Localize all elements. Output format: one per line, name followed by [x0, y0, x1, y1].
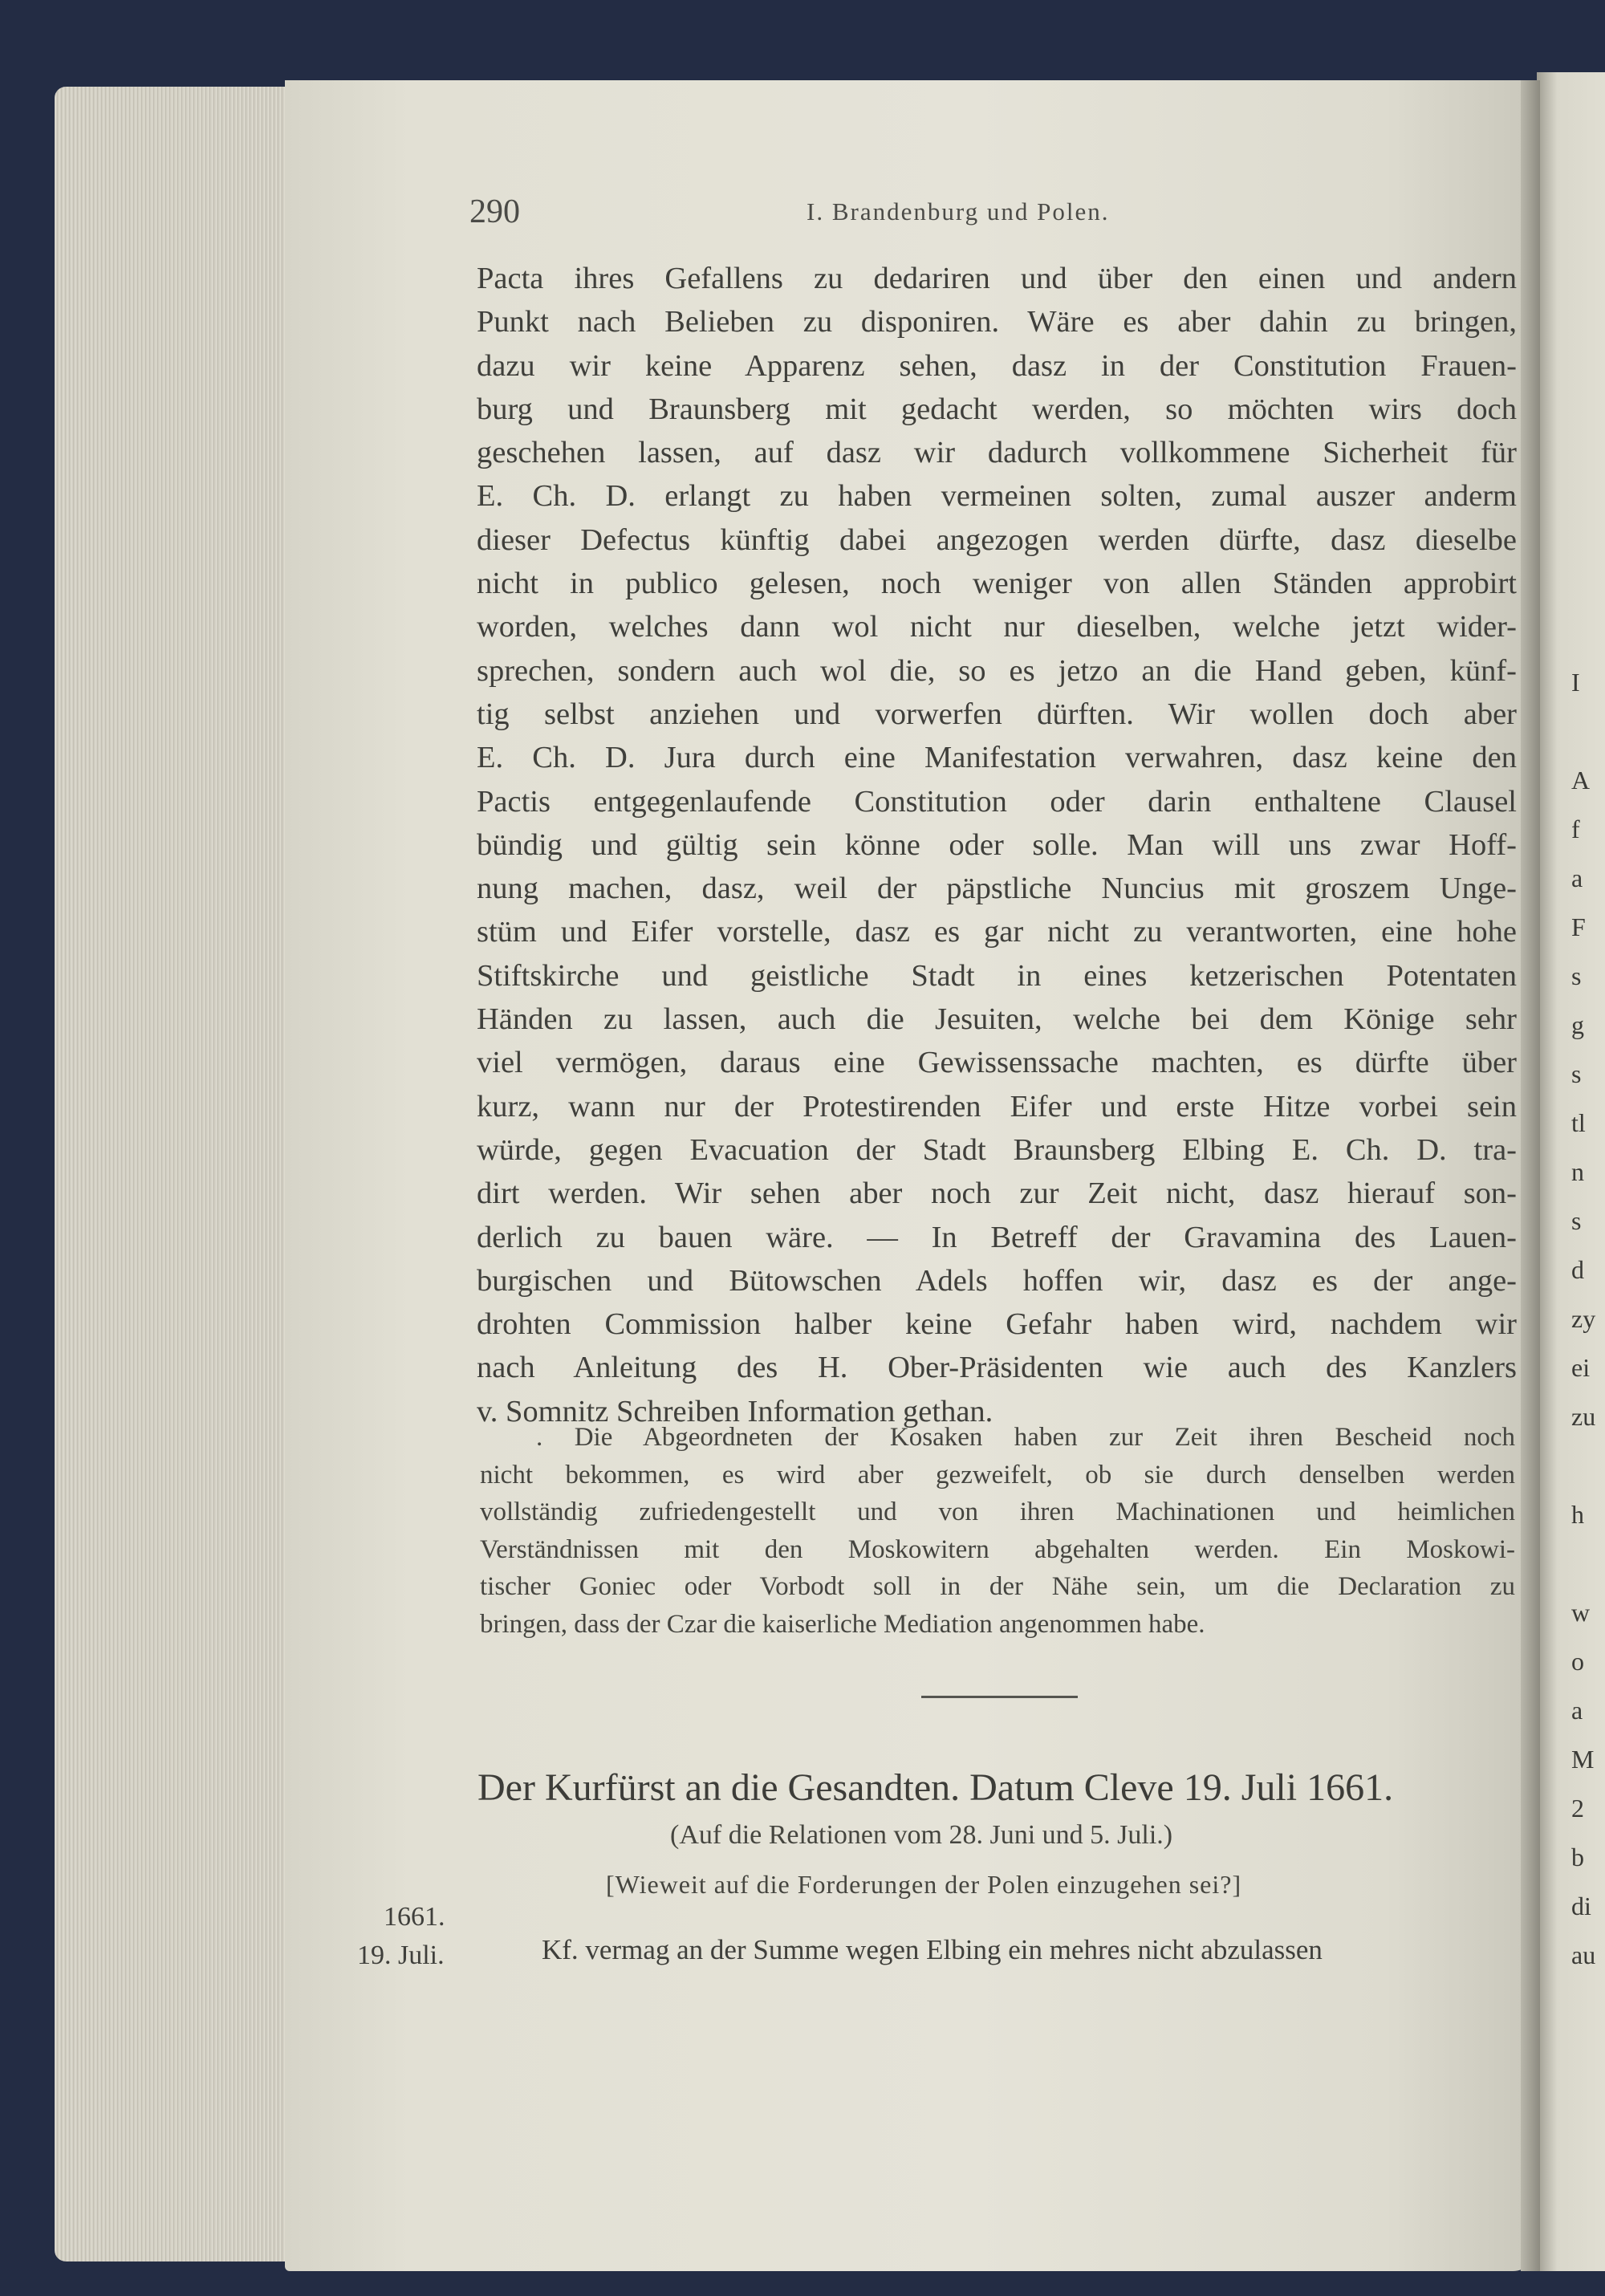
text-line: E. Ch. D. erlangt zu haben vermeinen solten, zumal auszer anderm — [477, 479, 1517, 514]
text-line: derlich zu bauen wäre. — In Betreff der Gravamina des Lauen- — [477, 1220, 1517, 1254]
next-page-fragment: a — [1571, 864, 1583, 892]
next-page-fragment: w — [1571, 1598, 1591, 1627]
next-page-fragment: au — [1571, 1940, 1596, 1969]
next-page-fragment: di — [1571, 1892, 1591, 1920]
text-line: Händen zu lassen, auch die Jesuiten, welche bei dem Könige sehr — [477, 1002, 1517, 1037]
text-line: nicht in publico gelesen, noch weniger von allen Ständen approbirt — [477, 567, 1517, 601]
running-title: I. Brandenburg und Polen. — [807, 197, 1110, 226]
next-page-fragment — [1571, 1441, 1605, 1490]
section-title: Der Kurfürst an die Gesandten. Datum Cleve 19. Juli 1661. — [477, 1766, 1394, 1809]
text-line: Pactis entgegenlaufende Constitution oder darin enthaltene Clausel — [477, 784, 1517, 819]
note-line: . Die Abgeordneten der Kosaken haben zur Zeit ihren Bescheid noch — [536, 1423, 1515, 1452]
margin-year: 1661. — [384, 1902, 445, 1932]
next-page-fragment: M — [1571, 1745, 1595, 1774]
next-page-fragment — [1571, 707, 1605, 756]
note-line: bringen, dass der Czar die kaiserliche Mediation angenommen habe. — [480, 1609, 1205, 1639]
next-page-fragment: n — [1571, 1157, 1584, 1186]
text-line: worden, welches dann wol nicht nur dieselben, welche jetzt wider- — [477, 610, 1517, 644]
next-page-fragment: s — [1571, 961, 1582, 990]
next-page-fragment: f — [1571, 815, 1580, 843]
next-page-fragment: A — [1571, 766, 1591, 794]
next-page-fragment: d — [1571, 1255, 1584, 1284]
next-page-fragment: a — [1571, 1696, 1583, 1725]
text-line: dirt werden. Wir sehen aber noch zur Zeit nicht, dasz hierauf son- — [477, 1176, 1517, 1211]
section-summary: [Wieweit auf die Forderungen der Polen einzugehen sei?] — [606, 1870, 1242, 1899]
text-line: viel vermögen, daraus eine Gewissenssache machten, es dürfte über — [477, 1046, 1517, 1080]
note-line: Verständnissen mit den Moskowitern abgehalten werden. Ein Moskowi- — [480, 1534, 1515, 1564]
text-line: würde, gegen Evacuation der Stadt Braunsberg Elbing E. Ch. D. tra- — [477, 1132, 1517, 1167]
text-line: Stiftskirche und geistliche Stadt in eines ketzerischen Potentaten — [477, 958, 1517, 993]
next-page-fragment: zu — [1571, 1402, 1596, 1431]
next-page-fragment: b — [1571, 1843, 1584, 1871]
text-line: dazu wir keine Apparenz sehen, dasz in der Constitution Frauen- — [477, 348, 1517, 383]
section-divider — [921, 1696, 1078, 1698]
next-page-text-fragments — [1571, 658, 1605, 1980]
text-line: E. Ch. D. Jura durch eine Manifestation verwahren, dasz keine den — [477, 741, 1517, 775]
next-page-fragment: o — [1571, 1647, 1584, 1676]
text-line: nung machen, dasz, weil der päpstliche Nuncius mit groszem Unge- — [477, 872, 1517, 906]
note-line: tischer Goniec oder Vorbodt soll in der Nähe sein, um die Declaration zu — [480, 1572, 1515, 1601]
summary-note-block — [480, 1419, 1515, 1643]
text-line: dieser Defectus künftig dabei angezogen werden dürfte, dasz dieselbe — [477, 522, 1517, 557]
next-page-fragment: I — [1571, 668, 1580, 697]
next-page-fragment: 2 — [1571, 1794, 1584, 1823]
next-page-fragment: g — [1571, 1010, 1584, 1039]
text-line: tig selbst anziehen und vorwerfen dürften. Wir wollen doch aber — [477, 697, 1517, 731]
text-line: stüm und Eifer vorstelle, dasz es gar nicht zu verantworten, eine hohe — [477, 915, 1517, 949]
text-line: nach Anleitung des H. Ober-Präsidenten wie auch des Kanzlers — [477, 1351, 1517, 1385]
text-line: Pacta ihres Gefallens zu dedariren und über den einen und andern — [477, 262, 1517, 295]
next-page-fragment: s — [1571, 1059, 1582, 1088]
note-line: nicht bekommen, es wird aber gezweifelt, ob sie durch denselben werden — [480, 1460, 1515, 1489]
text-line: v. Somnitz Schreiben Information gethan. — [477, 1394, 993, 1428]
text-line: bündig und gültig sein könne oder solle. Man will uns zwar Hoff- — [477, 827, 1517, 862]
text-line: sprechen, sondern auch wol die, so es jetzo an die Hand geben, künf- — [477, 653, 1517, 688]
text-line: Punkt nach Belieben zu disponiren. Wäre es aber dahin zu bringen, — [477, 305, 1517, 339]
next-page-fragment: ei — [1571, 1353, 1591, 1382]
page-number: 290 — [469, 193, 520, 230]
section-subtitle: (Auf die Relationen vom 28. Juni und 5. Juli.) — [670, 1820, 1173, 1850]
note-line: vollständig zufriedengestellt und von ihren Machinationen und heimlichen — [480, 1497, 1515, 1526]
book-gutter — [1521, 80, 1540, 2271]
margin-date: 19. Juli. — [357, 1940, 445, 1970]
next-page-fragment: h — [1571, 1500, 1584, 1529]
next-page-fragment: zy — [1571, 1304, 1596, 1333]
next-page-fragment: s — [1571, 1206, 1582, 1235]
next-page-fragment: F — [1571, 912, 1586, 941]
text-line: kurz, wann nur der Protestirenden Eifer und erste Hitze vorbei sein — [477, 1089, 1517, 1124]
text-line: drohten Commission halber keine Gefahr haben wird, nachdem wir — [477, 1307, 1517, 1342]
section-first-line: Kf. vermag an der Summe wegen Elbing ein mehres nicht abzulassen — [542, 1934, 1323, 1965]
next-page-fragment: tl — [1571, 1108, 1586, 1137]
next-page-fragment — [1571, 1539, 1605, 1588]
page-header — [469, 193, 1513, 241]
page-edges — [55, 87, 295, 2261]
text-line: geschehen lassen, auf dasz wir dadurch vollkommene Sicherheit für — [477, 436, 1517, 470]
main-text-block — [477, 257, 1517, 1433]
text-line: burgischen und Bütowschen Adels hoffen wir, dasz es der ange- — [477, 1263, 1517, 1298]
text-line: burg und Braunsberg mit gedacht werden, so möchten wirs doch — [477, 392, 1517, 426]
